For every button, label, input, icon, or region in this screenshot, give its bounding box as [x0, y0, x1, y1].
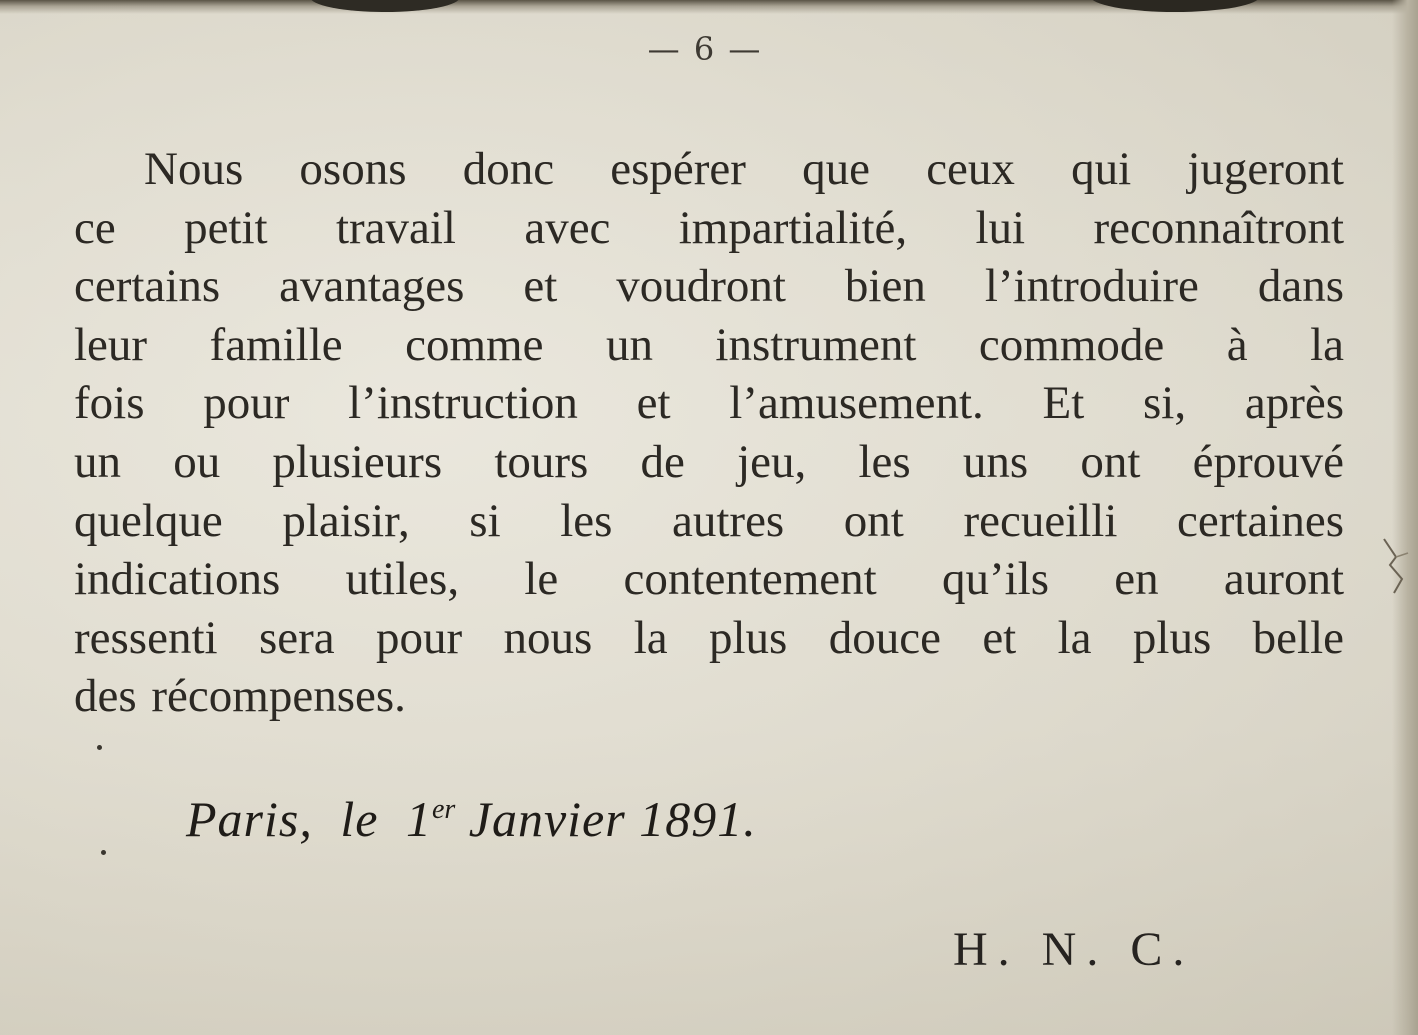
ink-speck — [97, 745, 102, 750]
paragraph-line: des récompenses. — [74, 670, 406, 723]
paragraph-line: quelque plaisir, si les autres ont recueilli certaines — [74, 494, 1344, 547]
signature-initials: H. N. C. — [953, 923, 1195, 976]
paragraph-line: un ou plusieurs tours de jeu, les uns ont éprouvé — [74, 435, 1344, 488]
ink-speck — [101, 850, 106, 855]
paragraph-line: ce petit travail avec impartialité, lui reconnaîtront — [74, 201, 1344, 254]
dateline-month-year: Janvier 1891. — [468, 791, 757, 847]
dateline-place: Paris, — [186, 791, 313, 847]
body-paragraph — [74, 140, 1344, 726]
paper-tear-mark — [1382, 535, 1412, 595]
page-number — [0, 30, 1418, 68]
paragraph-line: leur famille comme un instrument commode à la — [74, 318, 1344, 371]
dateline — [186, 790, 757, 848]
paragraph-line: indications utiles, le contentement qu’ils en auront — [74, 553, 1344, 606]
paragraph-line: Nous osons donc espérer que ceux qui jugeront — [144, 143, 1344, 195]
page-number-text: — 6 — — [647, 30, 763, 68]
page-right-edge — [1392, 0, 1418, 1035]
dateline-article: le — [340, 791, 379, 847]
paragraph-line: ressenti sera pour nous la plus douce et la plus belle — [74, 611, 1344, 664]
paragraph-line: fois pour l’instruction et l’amusement. Et si, après — [74, 377, 1344, 430]
dateline-day: 1 — [405, 791, 432, 847]
paragraph-line: certains avantages et voudront bien l’introduire dans — [74, 260, 1344, 313]
dateline-day-suffix: er — [431, 794, 456, 825]
